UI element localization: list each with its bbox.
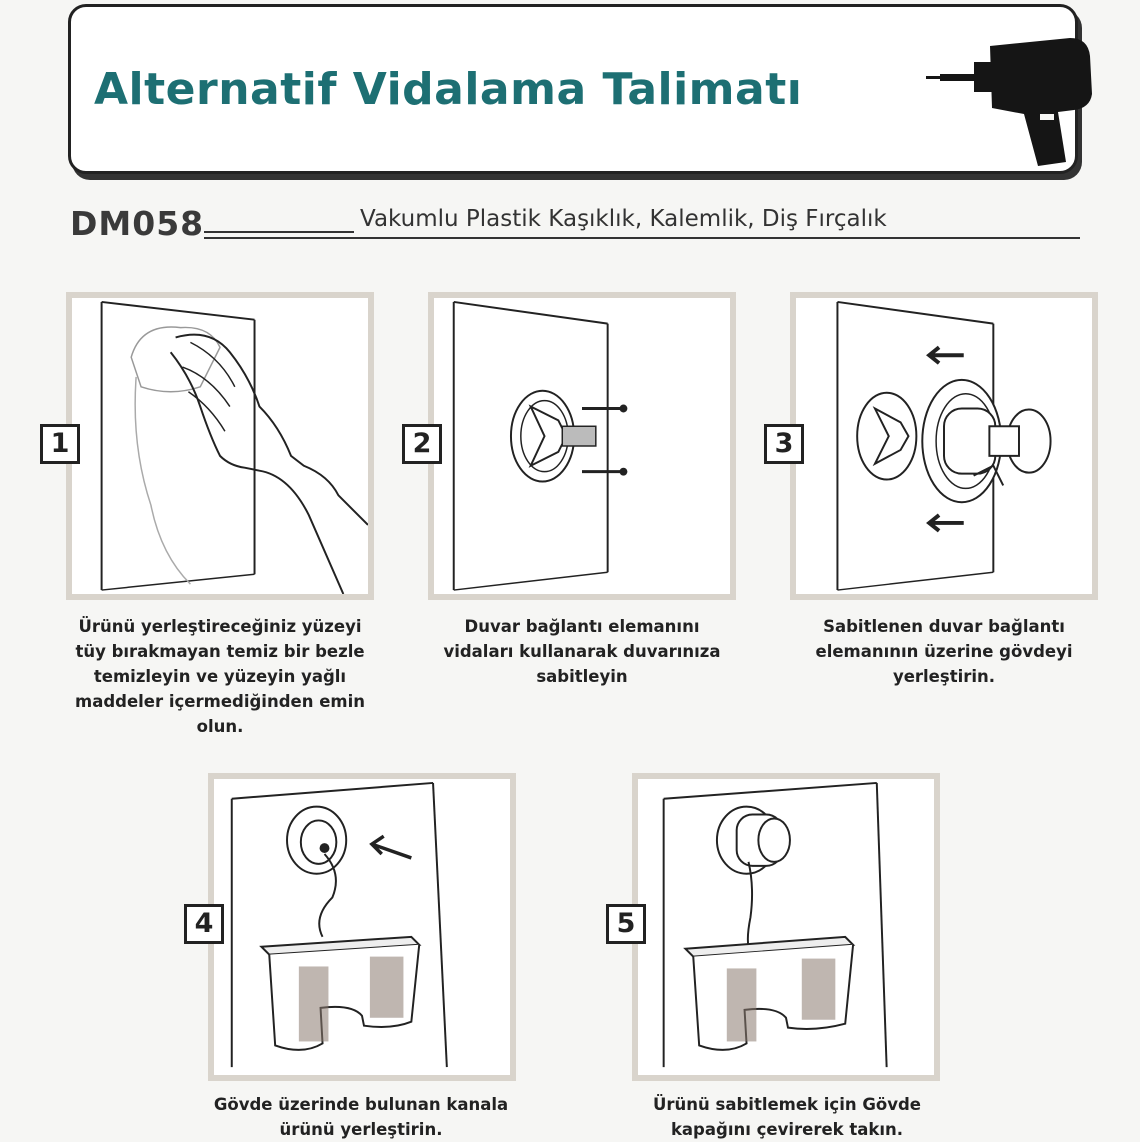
divider: [204, 231, 354, 233]
step-5-number: 5: [606, 904, 646, 944]
step-3-number: 3: [764, 424, 804, 464]
product-code: DM058: [70, 204, 205, 243]
step-4-illustration: [208, 773, 516, 1081]
product-name: Vakumlu Plastik Kaşıklık, Kalemlik, Diş Fırçalık: [360, 206, 887, 232]
step-5-illustration: [632, 773, 940, 1081]
step-2-number: 2: [402, 424, 442, 464]
step-4-number: 4: [184, 904, 224, 944]
step-2-caption: Duvar bağlantı elemanını vidaları kullanarak duvarınıza sabitleyin: [443, 617, 721, 686]
step-4-caption: Gövde üzerinde bulunan kanala ürünü yerleştirin.: [213, 1095, 509, 1139]
step-3-illustration: [790, 292, 1098, 600]
step-5-caption: Ürünü sabitlemek için Gövde kapağını çevirerek takın.: [653, 1095, 921, 1139]
step-3-caption: Sabitlenen duvar bağlantı elemanının üzerine gövdeyi yerleştirin.: [815, 617, 1073, 686]
divider: [204, 237, 1080, 239]
step-2-illustration: [428, 292, 736, 600]
step-1-caption: Ürünü yerleştireceğiniz yüzeyi tüy bırakmayan temiz bir bezle temizleyin ve yüzeyin yağlı maddeler içermediğinden emin olun.: [75, 617, 365, 736]
page-title: Alternatif Vidalama Talimatı: [94, 64, 803, 115]
drill-icon: [920, 24, 1100, 174]
step-1-illustration: [66, 292, 374, 600]
step-1-number: 1: [40, 424, 80, 464]
